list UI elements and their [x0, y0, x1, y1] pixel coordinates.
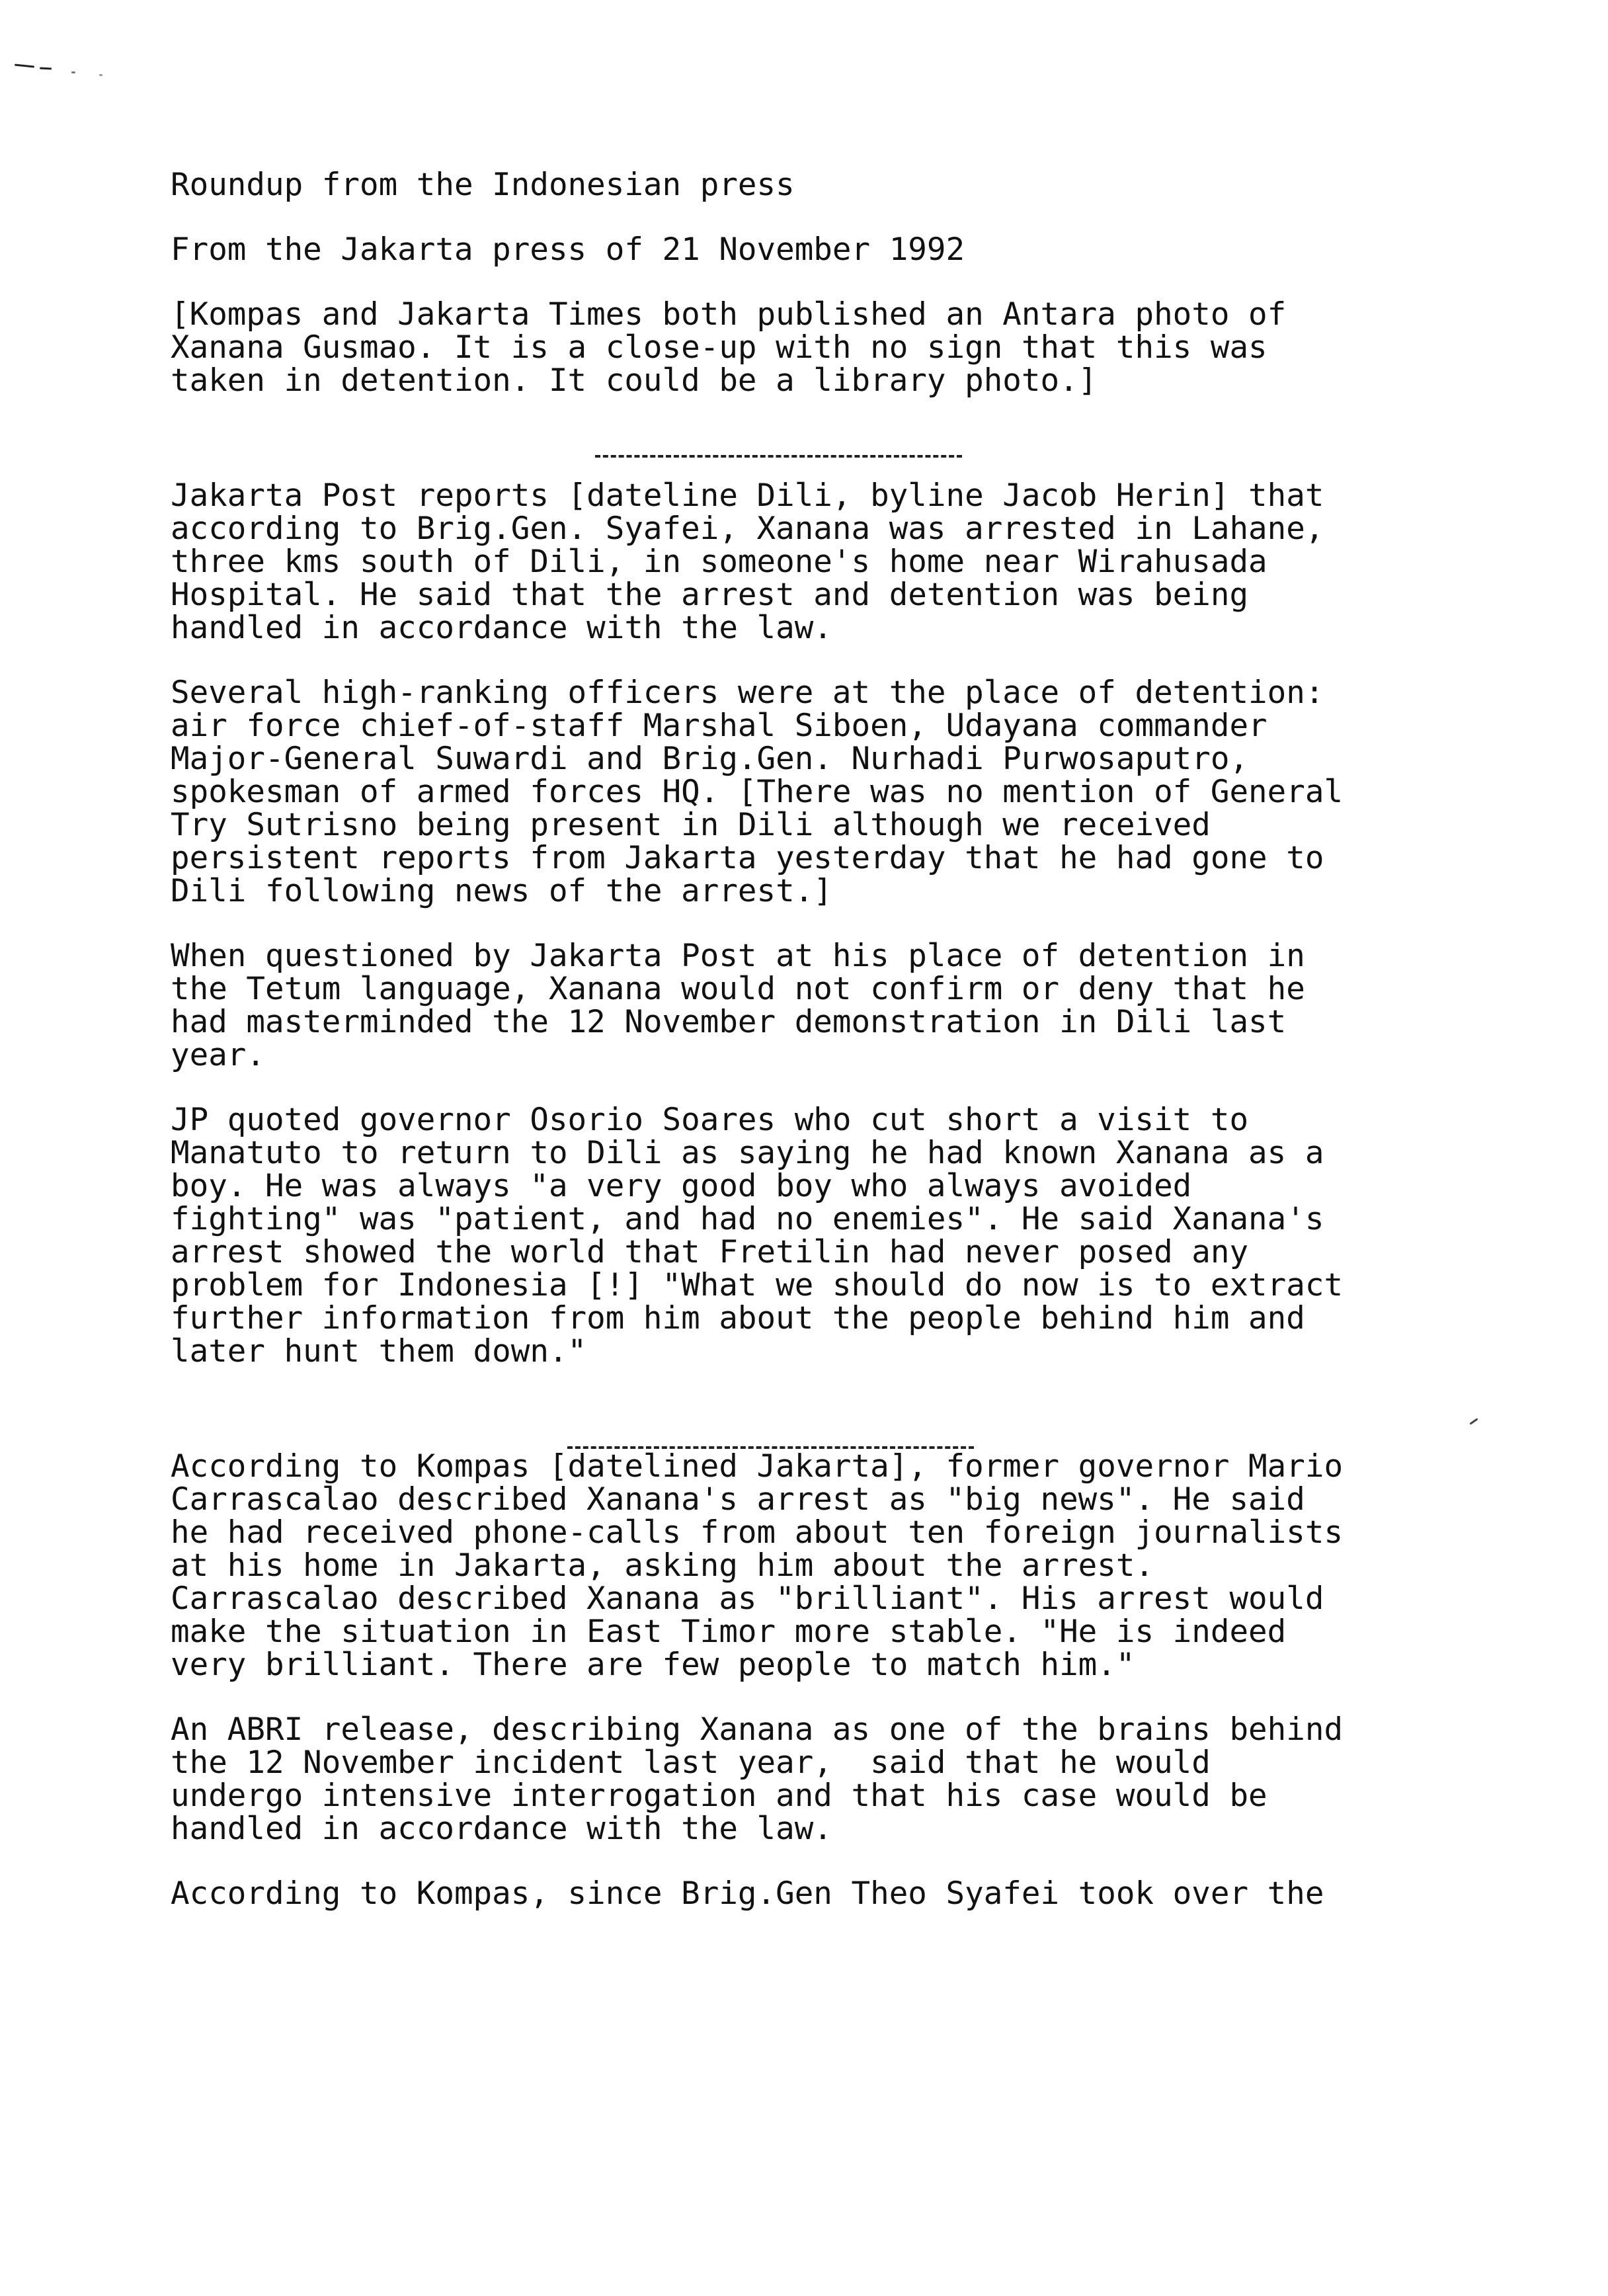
section-1-paragraph-1: Jakarta Post reports [dateline Dili, byline Jacob Herin] that according to Brig.Gen. Syafei, Xanana was arrested in Lahane, three kms south of Dili, in someone's home near Wirahusada Hospital. He said that the arrest and detention was being handled in accordance with the law.: [171, 477, 1324, 646]
scan-artifact-mark: [99, 74, 102, 76]
scan-artifact-mark: [71, 71, 75, 73]
intro-note-paragraph: [Kompas and Jakarta Times both published an Antara photo of Xanana Gusmao. It is a close-up with no sign that this was taken in detention. It could be a library photo.]: [171, 296, 1287, 399]
section-1-paragraph-2: Several high-ranking officers were at the place of detention: air force chief-of-staff Marshal Siboen, Udayana commander Major-General Suwardi and Brig.Gen. Nurhadi Purwosaputro, spokesman of armed forces HQ. [There was no mention of General Try Sutrisno being present in Dili although we received persistent reports from Jakarta yesterday that he had gone to Dili following news of the arrest.]: [171, 675, 1344, 909]
section-2-paragraph-3: According to Kompas, since Brig.Gen Theo Syafei took over the: [171, 1875, 1324, 1912]
section-2-paragraph-2: An ABRI release, describing Xanana as one of the brains behind the 12 November incident last year, said that he would undergo intensive interrogation and that his case would be handled in accordance with the law.: [171, 1711, 1344, 1847]
document-dateline: From the Jakarta press of 21 November 1992: [171, 231, 965, 268]
section-1-paragraph-3: When questioned by Jakarta Post at his place of detention in the Tetum language, Xanana would not confirm or deny that he had masterminded the 12 November demonstration in Dili last year.: [171, 938, 1305, 1073]
section-2-paragraph-1: According to Kompas [datelined Jakarta], former governor Mario Carrascalao described Xanana's arrest as "big news". He said he had received phone-calls from about ten foreign journalists at his home in Jakarta, asking him about the arrest. Carrascalao described Xanana as "brilliant". His arrest would make the situation in East Timor more stable. "He is indeed very brilliant. There are few people to match him.": [171, 1448, 1344, 1683]
scan-artifact-mark: [15, 63, 34, 67]
section-1-paragraph-4: JP quoted governor Osorio Soares who cut short a visit to Manatuto to return to Dili as saying he had known Xanana as a boy. He was always "a very good boy who always avoided fighting" was "patient, and had no enemies". He said Xanana's arrest showed the world that Fretilin had never posed any problem for Indonesia [!] "What we should do now is to extract further information from him about the people behind him and later hunt them down.": [171, 1102, 1344, 1370]
scan-artifact-mark: [40, 67, 52, 70]
document-body: [171, 169, 1493, 1910]
document-title: Roundup from the Indonesian press: [171, 167, 795, 203]
